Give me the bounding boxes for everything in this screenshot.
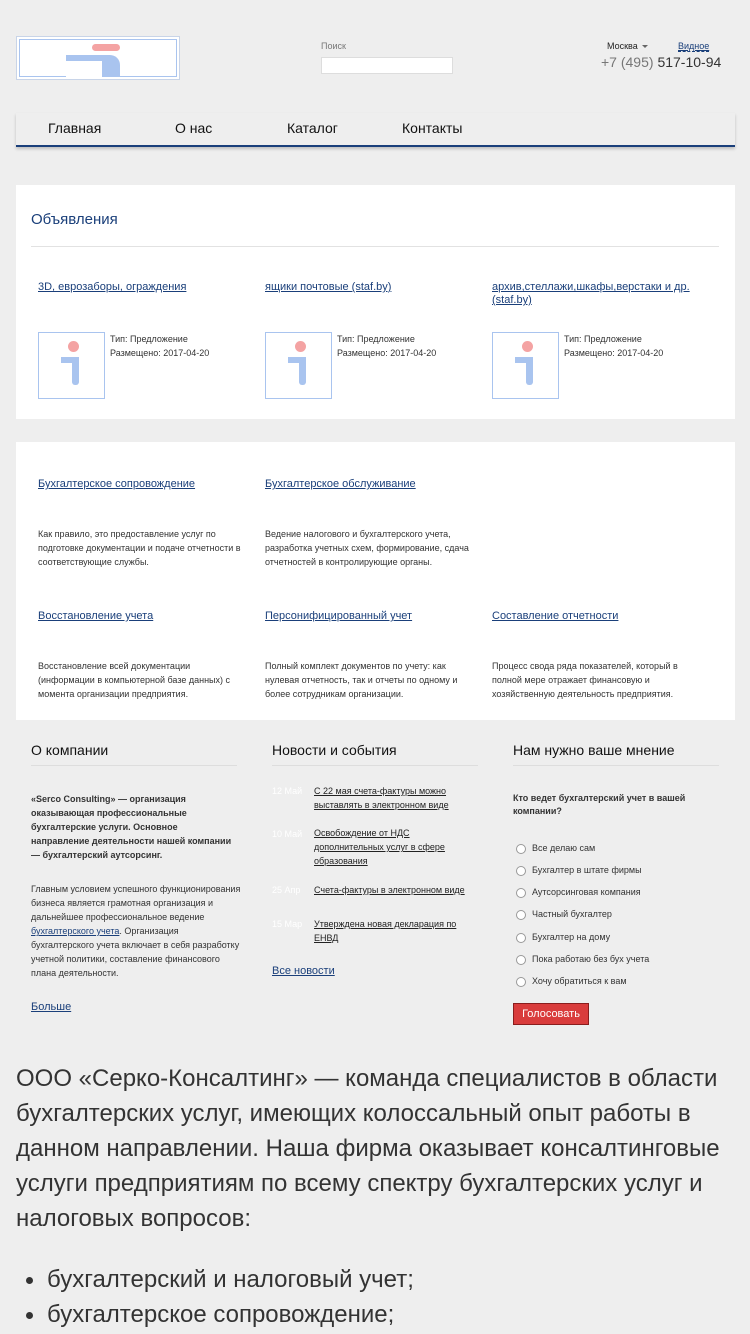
service-desc: Ведение налогового и бухгалтерского учета, разработка учетных схем, формирование, сдача отчетностей в контролирующие органы. — [265, 529, 469, 567]
phone-code: +7 (495) — [601, 54, 654, 70]
news-link[interactable]: Счета-фактуры в электронном виде — [314, 885, 465, 895]
news-date: 15 Мар — [272, 919, 303, 929]
nav-item-home[interactable]: Главная — [48, 120, 102, 136]
city-selector[interactable] — [607, 41, 648, 51]
divider — [513, 765, 719, 766]
search-label: Поиск — [321, 41, 346, 51]
radio-button[interactable] — [516, 888, 526, 898]
ad-link[interactable]: 3D, еврозаборы, ограждения — [38, 281, 187, 293]
poll-option[interactable]: Пока работаю без бух учета — [516, 954, 649, 965]
intro-text: ООО «Серко-Консалтинг» — команда специалистов в области бухгалтерских услуг, имеющих колоссальный опыт работы в данном направлении. Наша фирма оказывает консалтинговые услуги предприятиям по всему спектру бухгалтерских услуг и налоговых вопросов: — [16, 1065, 720, 1232]
radio-button[interactable] — [516, 844, 526, 854]
radio-button[interactable] — [516, 955, 526, 965]
about-text: Главным условием успешного функционирования бизнеса является грамотная организация и дальнейшее профессиональное ведение бухгалтерского учета. Организация бухгалтерского учета включает в себя разработку учетной политики, составление финансового плана деятельности. — [31, 884, 241, 978]
poll-question: Кто ведет бухгалтерский учет в вашей компании? — [513, 793, 686, 816]
service-link[interactable]: Бухгалтерское обслуживание — [265, 478, 416, 490]
ad-link[interactable]: архив,стеллажи,шкафы,верстаки и др. (staf.by) — [492, 281, 690, 306]
poll-option[interactable]: Бухгалтер на дому — [516, 932, 610, 943]
accounting-link[interactable]: бухгалтерского учета — [31, 926, 120, 936]
ad-meta — [110, 332, 209, 360]
ad-type: Тип: Предложение — [110, 334, 188, 344]
list-item: бухгалтерское сопровождение; — [16, 1297, 736, 1332]
radio-button[interactable] — [516, 977, 526, 987]
poll-title: Нам нужно ваше мнение — [513, 742, 675, 758]
ad-type: Тип: Предложение — [564, 334, 642, 344]
nav-item-about[interactable]: О нас — [175, 120, 213, 136]
poll-option[interactable]: Хочу обратиться к вам — [516, 976, 627, 987]
phone-number: 517-10-94 — [657, 54, 722, 70]
ad-date: Размещено: 2017-04-20 — [337, 348, 437, 358]
chevron-down-icon — [642, 45, 648, 48]
ad-meta — [337, 332, 436, 360]
news-title: Новости и события — [272, 742, 397, 758]
service-desc: Как правило, это предоставление услуг по подготовке документации и подаче отчетности в соответствующие службы. — [38, 529, 241, 567]
ad-image-placeholder-icon[interactable] — [265, 332, 332, 399]
service-link[interactable]: Составление отчетности — [492, 610, 619, 622]
poll-option[interactable]: Аутсорсинговая компания — [516, 887, 641, 898]
services-panel — [16, 442, 735, 720]
services-list — [16, 1262, 736, 1332]
ad-date: Размещено: 2017-04-20 — [110, 348, 210, 358]
service-link[interactable]: Персонифицированный учет — [265, 610, 413, 622]
ad-image-placeholder-icon[interactable] — [492, 332, 559, 399]
service-desc: Восстановление всей документации (информации в компьютерной базе данных) с момента организации предприятия. — [38, 661, 231, 699]
city-alt-link[interactable]: Видное — [678, 41, 710, 51]
phone — [601, 54, 721, 70]
service-desc: Полный комплект документов по учету: как нулевая отчетность, так и отчеты по одному и более сотрудникам организации. — [265, 661, 458, 699]
nav-item-catalog[interactable]: Каталог — [287, 120, 338, 136]
ads-title: Объявления — [31, 211, 118, 228]
about-bold-text: «Serco Consulting» — организация оказывающая профессиональные бухгалтерские услуги. Основное направление деятельности нашей компании — бухгалтерский аутсорсинг. — [31, 794, 232, 860]
poll-option[interactable]: Все делаю сам — [516, 843, 595, 854]
ad-date: Размещено: 2017-04-20 — [564, 348, 664, 358]
divider — [272, 765, 478, 766]
site-logo[interactable] — [16, 36, 180, 80]
ad-meta — [564, 332, 663, 360]
news-date: 25 Апр — [272, 885, 301, 895]
radio-button[interactable] — [516, 866, 526, 876]
service-link[interactable]: Восстановление учета — [38, 610, 154, 622]
city-name: Москва — [607, 41, 638, 51]
news-date: 10 Май — [272, 829, 303, 839]
service-desc: Процесс свода ряда показателей, который в полной мере отражает финансовую и хозяйственную деятельность предприятия. — [492, 661, 678, 699]
about-more-link[interactable]: Больше — [31, 1001, 72, 1013]
vote-button[interactable]: Голосовать — [513, 1003, 589, 1025]
news-link[interactable]: Утверждена новая декларация по ЕНВД — [314, 919, 457, 943]
news-date: 12 Май — [272, 786, 303, 796]
search-input[interactable] — [321, 57, 453, 74]
divider — [31, 246, 719, 247]
list-item: бухгалтерский и налоговый учет; — [16, 1262, 736, 1297]
service-link[interactable]: Бухгалтерское сопровождение — [38, 478, 196, 490]
ad-type: Тип: Предложение — [337, 334, 415, 344]
poll-option[interactable]: Бухгалтер в штате фирмы — [516, 865, 642, 876]
news-link[interactable]: С 22 мая счета-фактуры можно выставлять в электронном виде — [314, 786, 449, 810]
poll-option[interactable]: Частный бухгалтер — [516, 909, 612, 920]
radio-button[interactable] — [516, 910, 526, 920]
divider — [31, 765, 237, 766]
news-link[interactable]: Освобождение от НДС дополнительных услуг в сфере образования — [314, 828, 445, 866]
radio-button[interactable] — [516, 933, 526, 943]
logo-placeholder-icon — [19, 39, 177, 77]
all-news-link[interactable]: Все новости — [272, 965, 335, 977]
ads-panel — [16, 185, 735, 419]
main-nav — [16, 113, 735, 147]
ad-link[interactable]: ящики почтовые (staf.by) — [265, 281, 392, 293]
nav-item-contacts[interactable]: Контакты — [402, 120, 463, 136]
about-title: О компании — [31, 742, 109, 758]
ad-image-placeholder-icon[interactable] — [38, 332, 105, 399]
